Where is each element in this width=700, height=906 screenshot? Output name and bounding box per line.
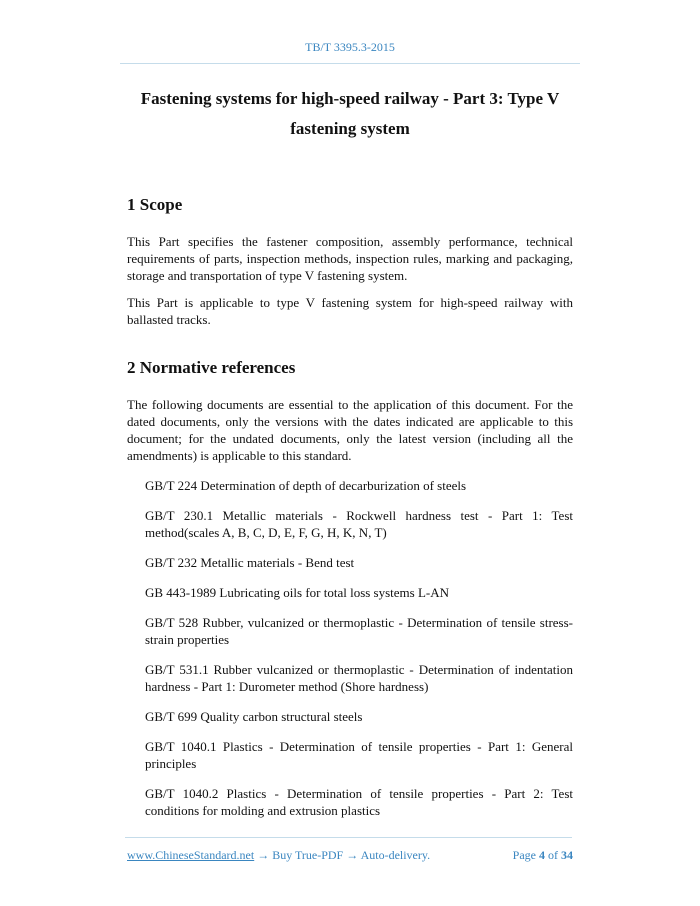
reference-item: GB/T 699 Quality carbon structural steels	[145, 709, 363, 724]
paragraph: The following documents are essential to the application of this document. For the dated documents, only the versions with the dates indicated are applicable to this document; for the undated documents, only the latest version (including all the amendments) is applicable to this standard.	[127, 397, 573, 463]
promo-text: → Buy True-PDF → Auto-delivery.	[254, 848, 431, 862]
reference-item: GB/T 232 Metallic materials - Bend test	[145, 555, 355, 570]
running-header: TB/T 3395.3-2015	[305, 40, 395, 54]
reference-item: GB/T 1040.1 Plastics - Determination of tensile properties - Part 1: General principles	[145, 739, 573, 771]
document-title	[127, 84, 573, 144]
page-current: 4	[539, 848, 545, 862]
reference-item: GB/T 531.1 Rubber vulcanized or thermoplastic - Determination of indentation hardness - Part 1: Durometer method (Shore hardness)	[145, 662, 573, 694]
website-link[interactable]: www.ChineseStandard.net	[127, 848, 255, 862]
page-total: 34	[561, 848, 573, 862]
page-footer	[127, 848, 573, 863]
section-heading-scope: 1 Scope	[127, 195, 183, 214]
page-label: Page	[512, 848, 539, 862]
footer-promo	[127, 848, 430, 863]
title-line-2: fastening system	[290, 119, 410, 138]
title-line-1: Fastening systems for high-speed railway - Part 3: Type V	[140, 89, 560, 108]
reference-item: GB/T 1040.2 Plastics - Determination of tensile properties - Part 2: Test conditions for molding and extrusion plastics	[145, 786, 573, 818]
paragraph: This Part is applicable to type V fastening system for high-speed railway with ballasted tracks.	[127, 295, 573, 327]
reference-item: GB 443-1989 Lubricating oils for total loss systems L-AN	[145, 585, 450, 600]
section-heading-normative-references: 2 Normative references	[127, 358, 296, 377]
reference-item: GB/T 230.1 Metallic materials - Rockwell hardness test - Part 1: Test method(scales A, B, C, D, E, F, G, H, K, N, T)	[145, 508, 573, 540]
page-of: of	[545, 848, 561, 862]
paragraph: This Part specifies the fastener composition, assembly performance, technical requirements of parts, inspection methods, inspection rules, marking and packaging, storage and transportation of type V fastening system.	[127, 234, 573, 283]
page-number	[513, 848, 573, 863]
reference-item: GB/T 224 Determination of depth of decarburization of steels	[145, 478, 467, 493]
header-divider	[120, 63, 580, 64]
footer-divider	[125, 837, 572, 838]
document-body	[127, 193, 573, 832]
reference-item: GB/T 528 Rubber, vulcanized or thermoplastic - Determination of tensile stress-strain properties	[145, 615, 573, 647]
